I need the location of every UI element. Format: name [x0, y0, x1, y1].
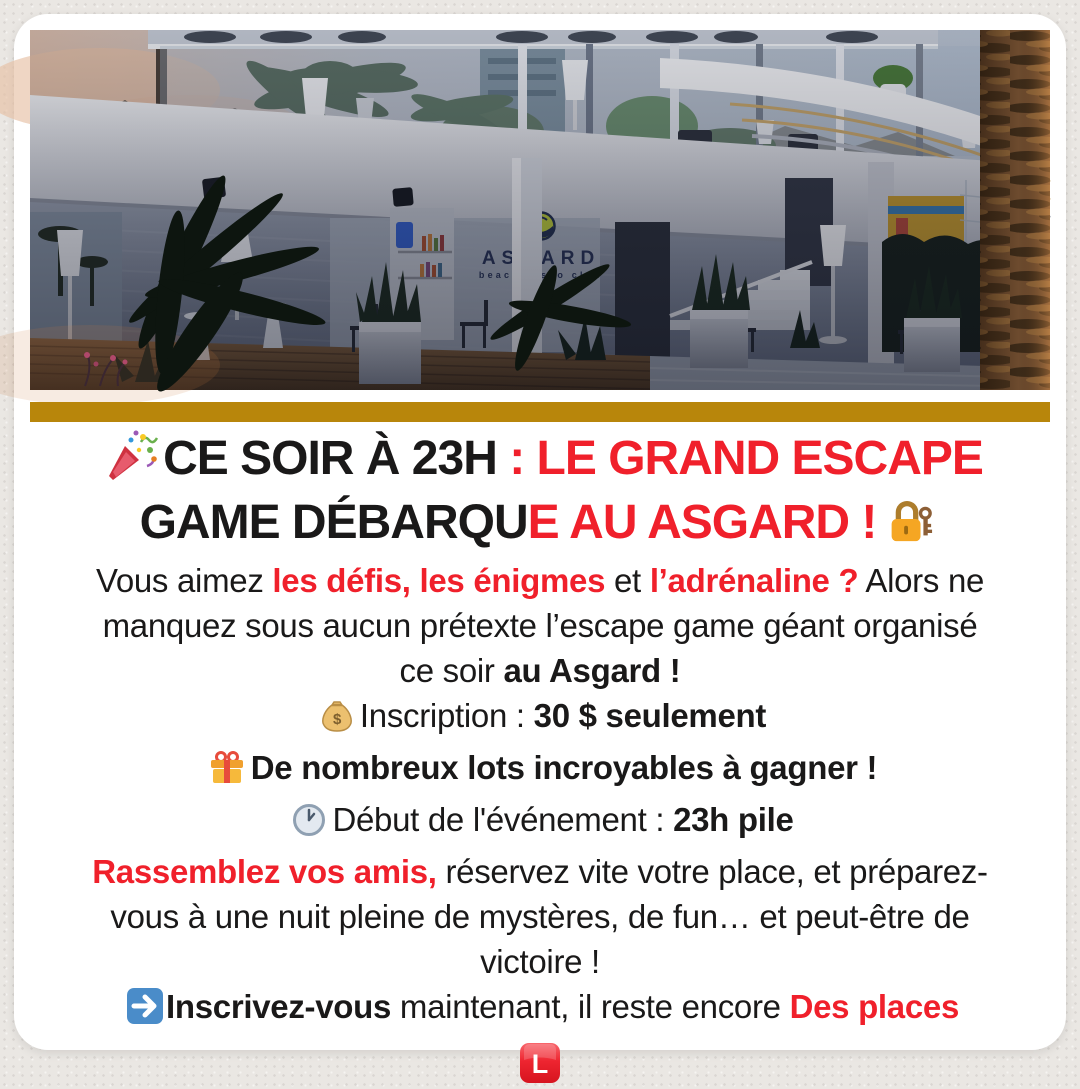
headline-red-2: E AU ASGARD ! — [527, 496, 877, 549]
signup-line — [30, 984, 1050, 1036]
headline-black-1: CE SOIR À 23H — [163, 432, 497, 485]
cta-highlight: Rassemblez vos amis, — [92, 853, 437, 890]
cta-text: vous à une nuit pleine de mystères, de fun… et peut-être de — [110, 898, 970, 935]
cta-line1 — [30, 849, 1050, 894]
intro-line3 — [30, 648, 1050, 693]
flyer-text — [30, 428, 1050, 1086]
cta-line3 — [30, 939, 1050, 984]
price-line — [30, 693, 1050, 745]
price-label: Inscription : — [359, 697, 534, 734]
intro-text: Vous aimez — [95, 562, 273, 599]
arrow-right-icon — [126, 987, 164, 1036]
signup-bold: Inscrivez-vous — [165, 988, 392, 1025]
money-bag-icon — [319, 698, 355, 745]
locked-with-key-icon — [882, 494, 934, 558]
cta-line2 — [30, 894, 1050, 939]
signup-text: maintenant, il reste encore — [391, 988, 790, 1025]
cta-text: réservez vite votre place, et préparez- — [436, 853, 988, 890]
logo-letter: L — [531, 1049, 549, 1079]
time-line — [30, 797, 1050, 849]
palm-trunk — [980, 30, 1050, 390]
clock-icon — [291, 802, 327, 849]
venue-photo — [30, 30, 1050, 390]
intro-text: manquez sous aucun prétexte l’escape game géant organisé — [102, 607, 978, 644]
flyer-card — [14, 14, 1066, 1079]
time-label: Début de l'événement : — [332, 801, 674, 838]
intro-text: Alors ne — [858, 562, 985, 599]
footer-logo-row — [30, 1042, 1050, 1086]
headline-line1 — [30, 428, 1050, 494]
venue-photo-scene — [30, 30, 1050, 390]
gold-divider — [30, 402, 1050, 422]
intro-highlight-1: les défis, les énigmes — [272, 562, 606, 599]
intro-text: ce soir — [399, 652, 504, 689]
cta-text: victoire ! — [480, 943, 600, 980]
prizes-line — [30, 745, 1050, 797]
intro-venue-bold: au Asgard ! — [503, 652, 681, 689]
intro-text: et — [605, 562, 650, 599]
headline-black-2: GAME DÉBARQU — [139, 496, 528, 549]
intro-line1 — [30, 558, 1050, 603]
l-button-logo — [519, 1042, 561, 1089]
intro-line2 — [30, 603, 1050, 648]
prizes-text: De nombreux lots incroyables à gagner ! — [250, 749, 878, 786]
intro-highlight-2: l’adrénaline ? — [649, 562, 859, 599]
signup-highlight: Des places — [789, 988, 960, 1025]
headline-red-1: : LE GRAND ESCAPE — [496, 432, 983, 485]
svg-text:$: $ — [332, 711, 341, 728]
party-popper-icon — [103, 428, 157, 494]
price-value: 30 $ seulement — [533, 697, 767, 734]
gift-icon — [208, 748, 246, 797]
time-value: 23h pile — [673, 801, 794, 838]
headline-line2 — [30, 494, 1050, 558]
